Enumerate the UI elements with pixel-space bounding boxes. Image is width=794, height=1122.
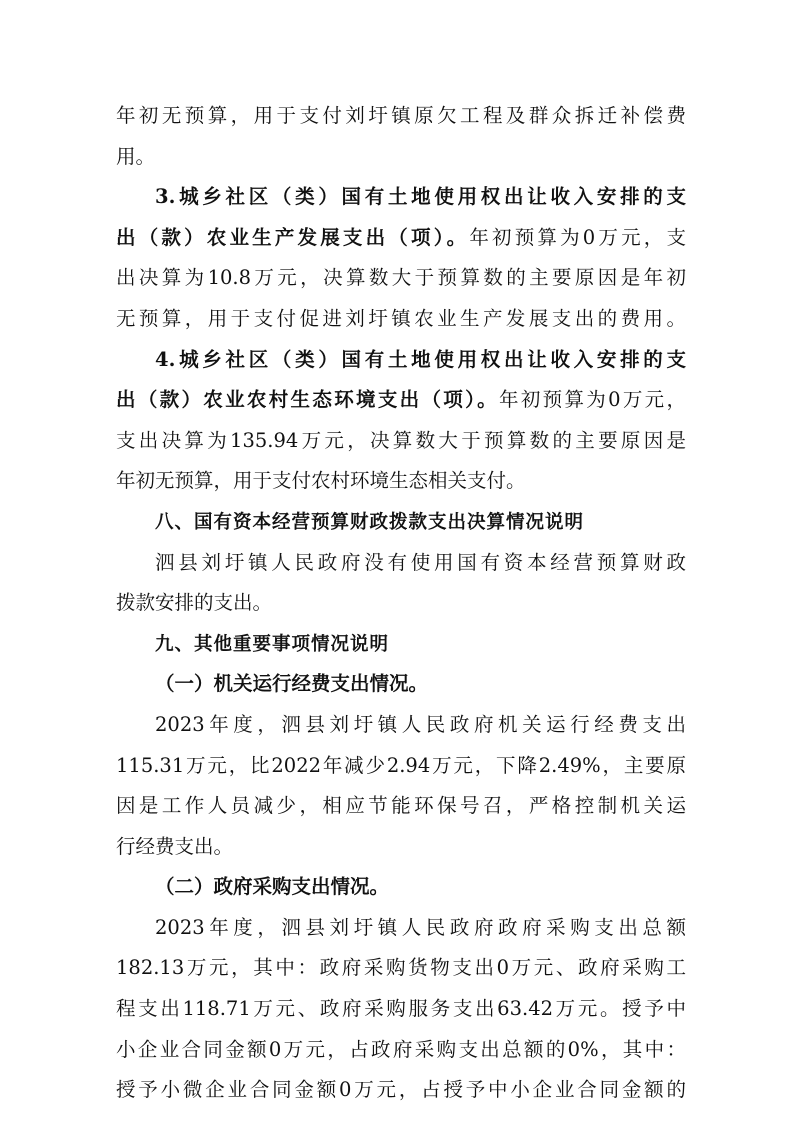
- body-text: 泗县刘圩镇人民政府没有使用国有资本经营预算财政: [155, 550, 686, 574]
- body-text: 支出决算为135.94万元，决算数大于预算数的主要原因是: [116, 428, 686, 452]
- text-line: [116, 1030, 686, 1071]
- body-text: 年初预算为0万元，: [499, 388, 686, 412]
- text-line: [116, 624, 686, 665]
- body-text: 115.31万元，比2022年减少2.94万元，下降2.49%，主要原: [116, 753, 686, 777]
- text-line: [116, 908, 686, 949]
- text-line: [116, 705, 686, 746]
- paragraph-item-4: [116, 340, 686, 502]
- text-line: [116, 827, 686, 868]
- paragraph-subsection-2-body: [116, 908, 686, 1111]
- text-line: [116, 543, 686, 584]
- section-heading: 九、其他重要事项情况说明: [155, 633, 390, 655]
- bold-heading-text: （一）机关运行经费支出情况。: [155, 672, 429, 696]
- paragraph-section-8: [116, 502, 686, 543]
- text-line: [116, 421, 686, 462]
- text-line: [116, 258, 686, 299]
- paragraph-para-continued-2: [116, 96, 686, 177]
- text-line: [116, 867, 686, 908]
- text-line: [116, 96, 686, 137]
- body-text: 年初预算为0万元，支: [469, 225, 686, 249]
- body-text: 用。: [116, 144, 156, 168]
- bold-heading-text: 出（款）农业农村生态环境支出（项）。: [116, 388, 500, 412]
- body-text: 出决算为10.8万元，决算数大于预算数的主要原因是年初: [116, 266, 686, 290]
- text-line: [116, 299, 686, 340]
- body-text: 授予小微企业合同金额0万元，占授予中小企业合同金额的: [116, 1078, 686, 1102]
- body-text: 2023年度，泗县刘圩镇人民政府政府采购支出总额: [155, 915, 686, 939]
- paragraph-item-3: [116, 177, 686, 339]
- paragraph-subsection-1: [116, 664, 686, 705]
- body-text: 因是工作人员减少，相应节能环保号召，严格控制机关运: [116, 794, 686, 818]
- text-line: [116, 746, 686, 787]
- section-heading: 八、国有资本经营预算财政拨款支出决算情况说明: [155, 511, 585, 533]
- text-line: [116, 583, 686, 624]
- body-text: 年初无预算，用于支付农村环境生态相关支付。: [116, 469, 526, 493]
- text-line: [116, 340, 686, 381]
- body-text: 行经费支出。: [116, 834, 234, 858]
- text-line: [116, 1070, 686, 1111]
- bold-heading-text: （二）政府采购支出情况。: [155, 875, 390, 899]
- bold-heading-text: 3.城乡社区（类）国有土地使用权出让收入安排的支: [155, 185, 686, 209]
- paragraph-section-9: [116, 624, 686, 665]
- text-line: [116, 989, 686, 1030]
- document-body: [116, 96, 686, 1111]
- text-line: [116, 786, 686, 827]
- body-text: 程支出118.71万元、政府采购服务支出63.42万元。授予中: [116, 997, 686, 1021]
- paragraph-subsection-2: [116, 867, 686, 908]
- bold-heading-text: 4.城乡社区（类）国有土地使用权出让收入安排的支: [155, 347, 686, 371]
- body-text: 182.13万元，其中：政府采购货物支出0万元、政府采购工: [116, 956, 686, 980]
- text-line: [116, 380, 686, 421]
- text-line: [116, 664, 686, 705]
- body-text: 2023年度，泗县刘圩镇人民政府机关运行经费支出: [155, 712, 686, 736]
- body-text: 拨款安排的支出。: [116, 591, 273, 615]
- text-line: [116, 137, 686, 178]
- text-line: [116, 948, 686, 989]
- paragraph-subsection-1-body: [116, 705, 686, 867]
- text-line: [116, 218, 686, 259]
- paragraph-section-8-body: [116, 543, 686, 624]
- text-line: [116, 461, 686, 502]
- bold-heading-text: 出（款）农业生产发展支出（项）。: [116, 225, 470, 249]
- body-text: 小企业合同金额0万元，占政府采购支出总额的0%，其中：: [116, 1037, 686, 1061]
- body-text: 无预算，用于支付促进刘圩镇农业生产发展支出的费用。: [116, 306, 686, 330]
- text-line: [116, 177, 686, 218]
- body-text: 年初无预算，用于支付刘圩镇原欠工程及群众拆迁补偿费: [116, 104, 686, 127]
- text-line: [116, 502, 686, 543]
